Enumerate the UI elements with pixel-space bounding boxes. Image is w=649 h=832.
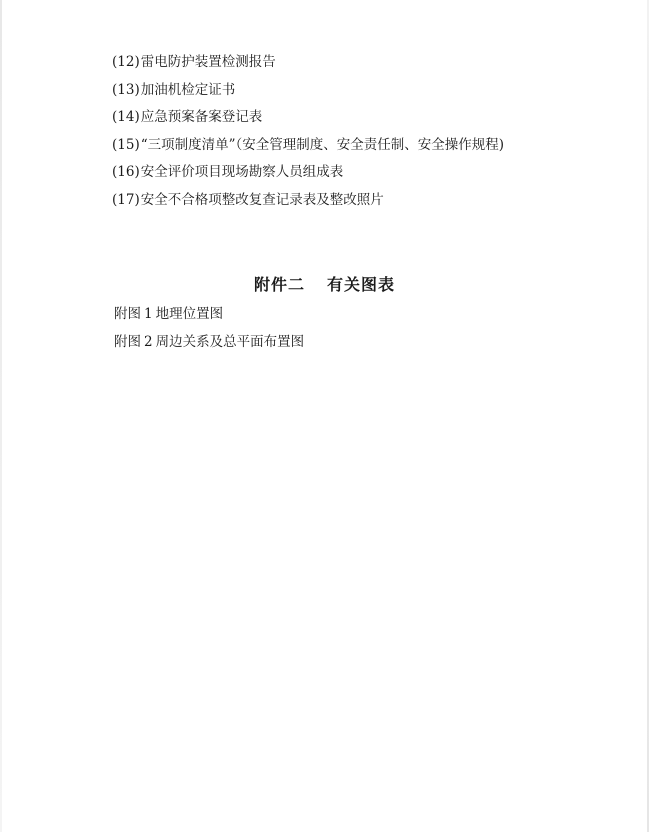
figure-title: 周边关系及总平面布置图 xyxy=(155,334,305,350)
item-text: 安全评价项目现场勘察人员组成表 xyxy=(140,164,344,181)
list-item xyxy=(112,159,504,187)
section-title xyxy=(0,272,649,295)
list-item xyxy=(112,132,504,160)
figure-number: 2 xyxy=(144,334,153,350)
figure-item xyxy=(114,300,304,328)
item-text: 安全不合格项整改复查记录表及整改照片 xyxy=(140,191,384,208)
item-number: (14) xyxy=(112,109,140,126)
list-item xyxy=(112,77,504,105)
item-text: 加油机检定证书 xyxy=(140,81,236,98)
figure-title: 地理位置图 xyxy=(155,306,224,322)
item-text: “三项制度清单”（安全管理制度、安全责任制、安全操作规程) xyxy=(140,136,505,153)
list-item xyxy=(112,49,504,77)
figure-number: 1 xyxy=(144,306,153,322)
item-text: 雷电防护装置检测报告 xyxy=(140,54,276,70)
figure-prefix: 附图 xyxy=(114,334,141,350)
figure-prefix: 附图 xyxy=(114,306,141,322)
section-title-subject: 有关图表 xyxy=(327,275,396,294)
item-text: 应急预案备案登记表 xyxy=(140,109,263,126)
item-number: (16) xyxy=(112,164,140,181)
scan-edge-left xyxy=(0,0,2,832)
item-number: (12) xyxy=(112,54,140,70)
list-item xyxy=(112,104,504,132)
section-title-label: 附件二 xyxy=(253,275,305,294)
item-number: (17) xyxy=(112,191,140,208)
item-number: (15) xyxy=(112,136,140,153)
item-number: (13) xyxy=(112,81,140,98)
list-item xyxy=(112,187,504,215)
figure-list xyxy=(114,300,304,356)
figure-item xyxy=(114,328,304,356)
attachment-item-list xyxy=(112,49,504,215)
